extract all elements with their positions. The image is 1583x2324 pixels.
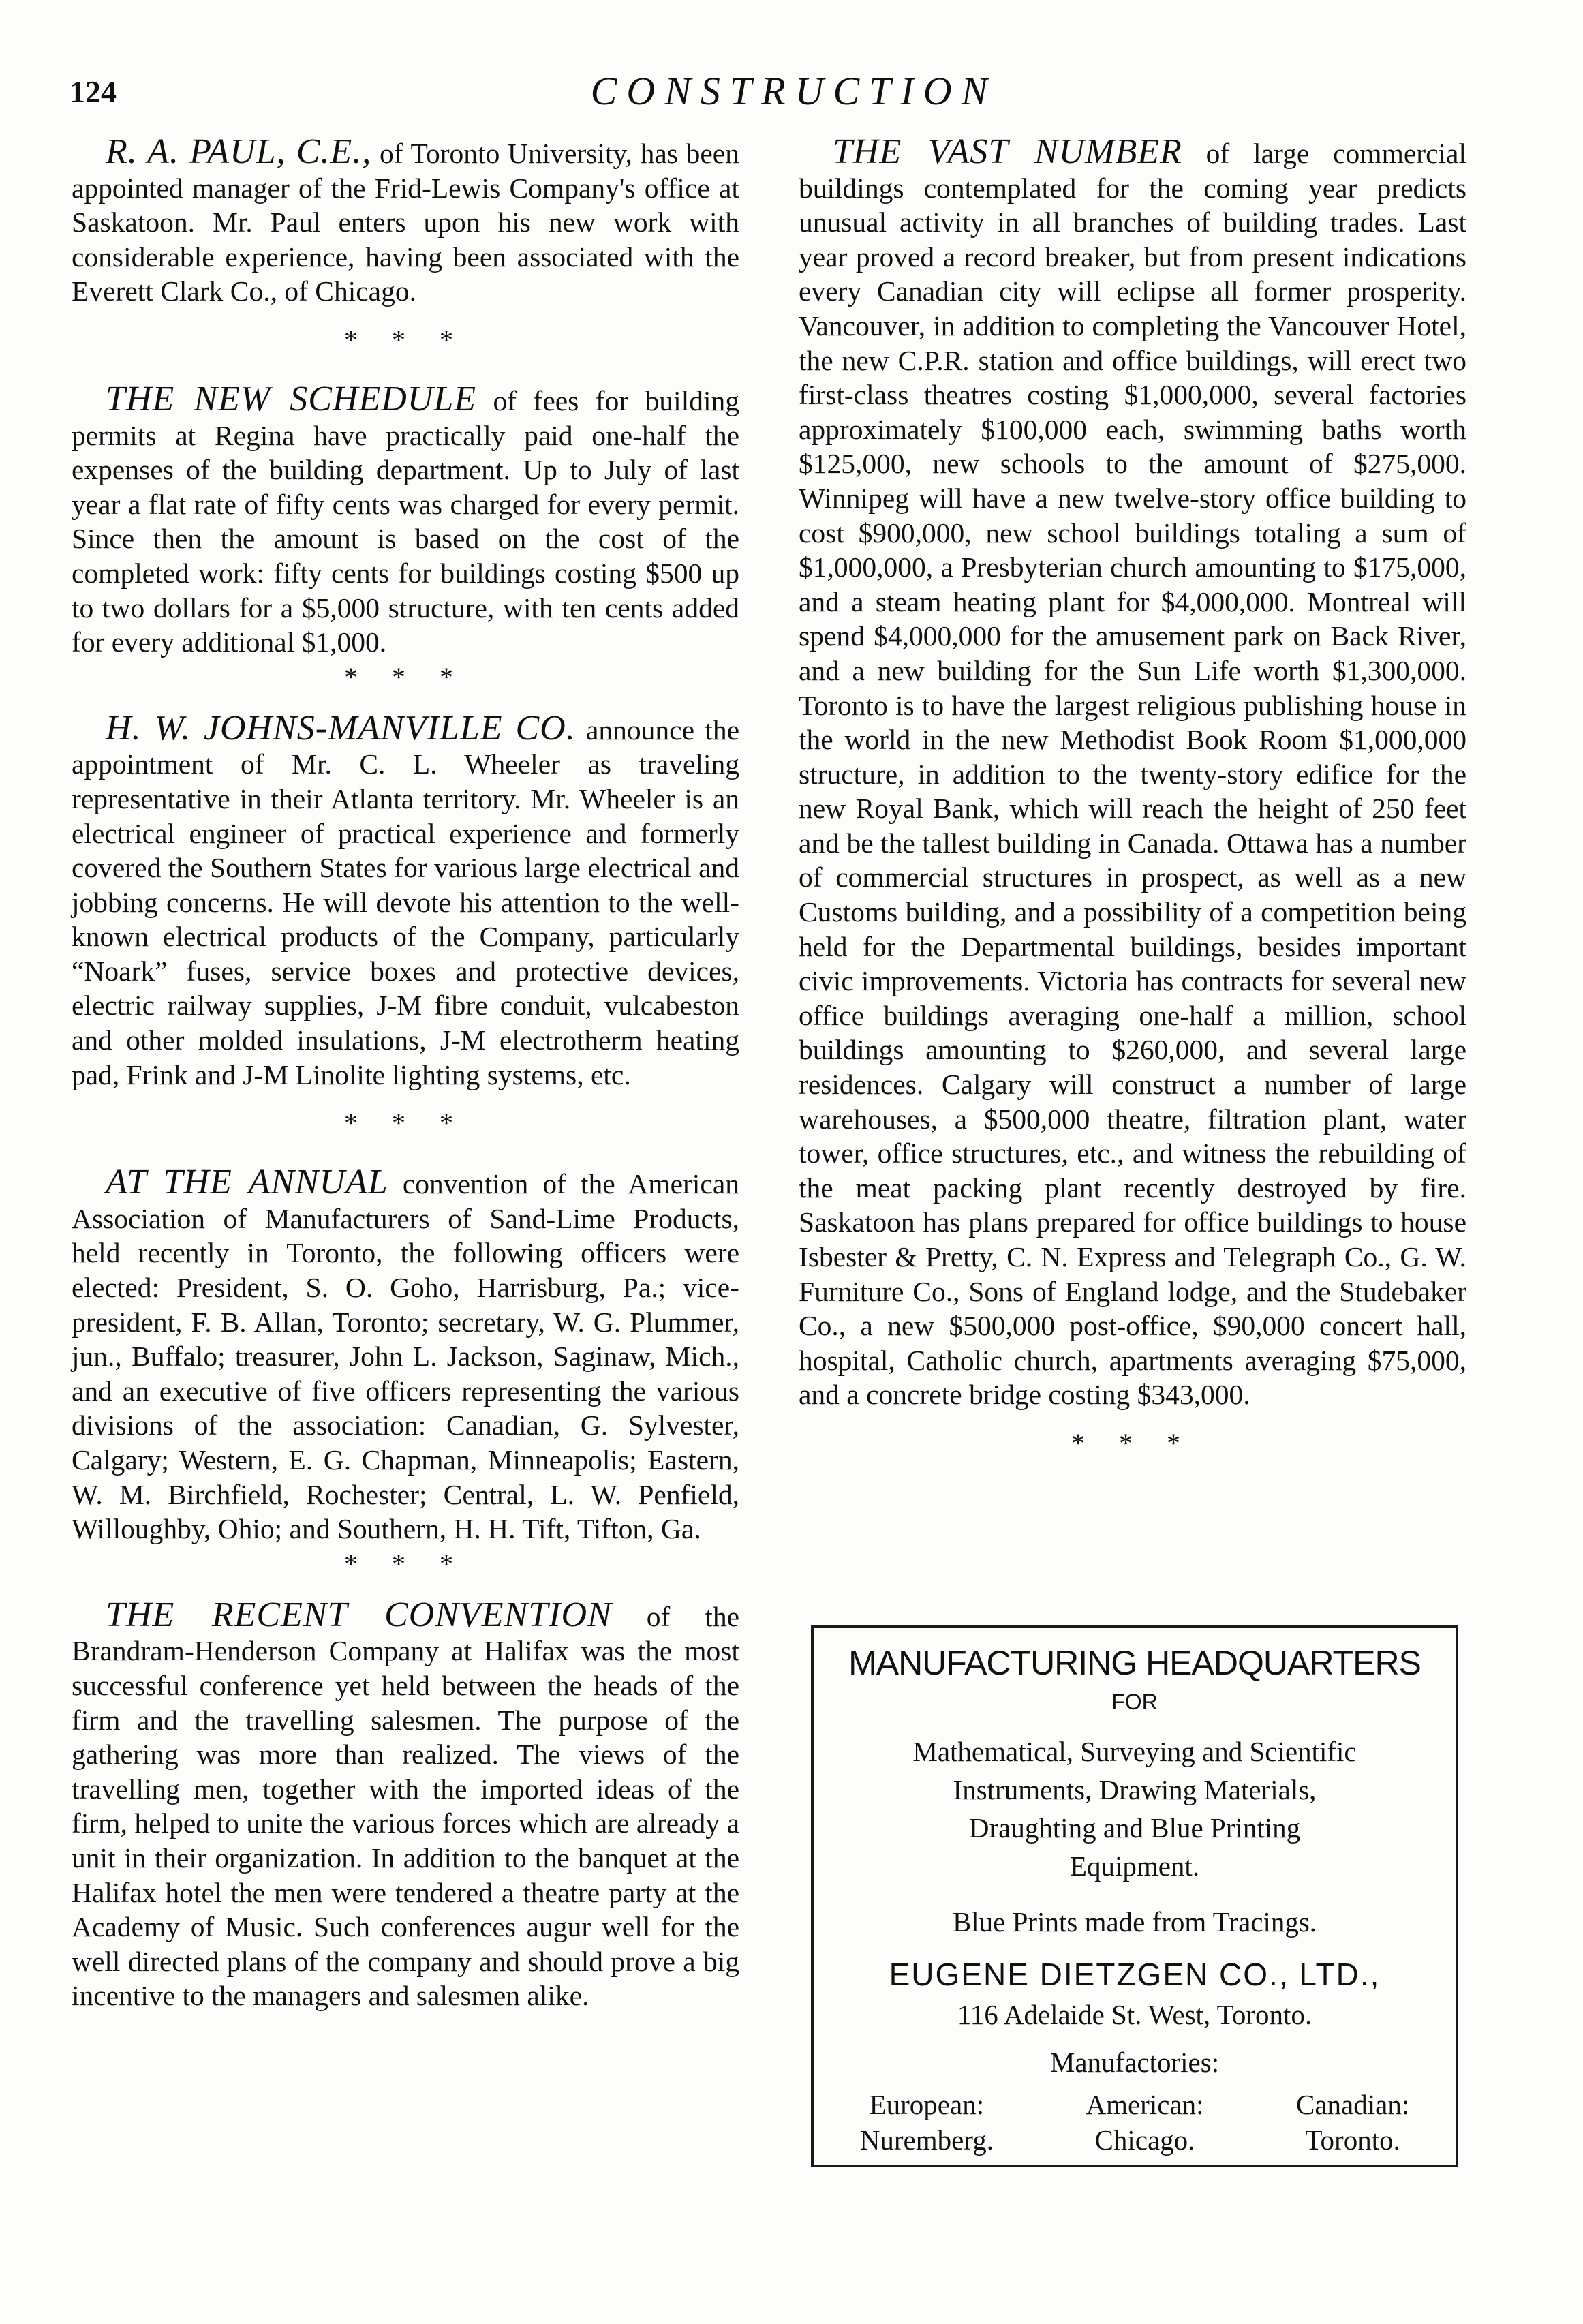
article-lead: THE NEW SCHEDULE bbox=[106, 379, 476, 418]
ad-tracings: Blue Prints made from Tracings. bbox=[952, 1906, 1317, 1938]
ad-description-line: Equipment. bbox=[1069, 1850, 1200, 1882]
ad-factories-label: Manufactories: bbox=[1049, 2047, 1220, 2078]
factory-canadian bbox=[1296, 2087, 1409, 2158]
ad-locations bbox=[814, 2087, 1456, 2158]
running-title: CONSTRUCTION bbox=[590, 69, 998, 113]
ad-for: FOR bbox=[1111, 1690, 1158, 1714]
article-lead: AT THE ANNUAL bbox=[106, 1163, 388, 1202]
article-new-schedule bbox=[72, 379, 740, 660]
factory-city: Toronto. bbox=[1305, 2124, 1400, 2156]
separator: * * * bbox=[344, 1107, 467, 1139]
article-body: announce the appointment of Mr. C. L. Wheeler as traveling representative in their Atlanta territory. Mr. Wheeler is an electrical engineer of practical experience and formerly covered the Southern States for various large electrical and jobbing concerns. He will devote his attention to the well-known electrical products of the Company, particularly “Noark” fuses, service boxes and protective devices, electric railway supplies, J-M fibre conduit, vulcabeston and other molded insulations, J-M electrotherm heating pad, Frink and J-M Linolite lighting systems, etc. bbox=[72, 714, 739, 1090]
separator: * * * bbox=[344, 324, 467, 355]
factory-city: Nuremberg. bbox=[859, 2124, 994, 2156]
article-body: of large commercial buildings contemplated for the coming year predicts unusual activity in all branches of building trades. Last year proved a record breaker, but from present indications every Canadian city will eclipse all former prosperity. Vancouver, in addition to completing the Vancouver Hotel, the new C.P.R. station and office buildings, will erect two first-class theatres costing $1,000,000, several factories approximately $100,000 each, swimming baths worth $125,000, new schools to the amount of $275,000. Winnipeg will have a new twelve-story office building to cost $900,000, new school buildings totaling a sum of $1,000,000, a Presbyterian church amounting to $175,000, and a steam heating plant for $4,000,000. Montreal will spend $4,000,000 for the amusement park on Back River, and a new building for the Sun Life worth $1,300,000. Toronto is to have the largest religious publishing house in the world in the new Methodist Book Room $1,000,000 structure, in addition to the twenty-story edifice for the new Royal Bank, which will reach the height of 250 feet and be the tallest building in Canada. Ottawa has a number of commercial structures in prospect, as well as a new Customs building, and a possibility of a competition being held for the Departmental buildings, besides important civic improvements. Victoria has contracts for several new office buildings averaging one-half a million, school buildings amounting to $260,000, and several large residences. Calgary will construct a number of large warehouses, a $500,000 theatre, filtration plant, water tower, office structures, etc., and witness the rebuilding of the meat packing plant recently destroyed by fire. Saskatoon has plans prepared for office buildings to house Isbester & Pretty, C. N. Express and Telegraph Co., G. W. Furniture Co., Sons of England lodge, and the Studebaker Co., a new $500,000 post-office, $90,000 concert hall, hospital, Catholic church, apartments averaging $75,000, and a concrete bridge costing $343,000. bbox=[799, 138, 1466, 1411]
article-lead: THE VAST NUMBER bbox=[833, 132, 1182, 171]
article-paul bbox=[72, 132, 739, 309]
factory-label: American: bbox=[1086, 2089, 1204, 2120]
left-column bbox=[72, 132, 740, 2013]
factory-label: Canadian: bbox=[1296, 2089, 1410, 2120]
right-column bbox=[799, 132, 1466, 1486]
ad-title: MANUFACTURING HEADQUARTERS bbox=[848, 1644, 1421, 1682]
ad-address: 116 Adelaide St. West, Toronto. bbox=[957, 1999, 1312, 2030]
separator: * * * bbox=[344, 661, 467, 692]
article-annual-convention bbox=[72, 1165, 739, 1546]
article-johns-manville bbox=[72, 708, 739, 1092]
article-body: of the Brandram-Henderson Company at Halifax was the most successful conference yet held between the heads of the firm and the travelling salesmen. The purpose of the gathering was more than realized. The views of the travelling men, together with the imported ideas of the firm, helped to unite the various forces which are already a unit in their organization. In addition to the banquet at the Halifax hotel the men were tendered a theatre party at the Academy of Music. Such conferences augur well for the well directed plans of the company and should prove a big incentive to the managers and salesmen alike. bbox=[72, 1600, 739, 2012]
separator: * * * bbox=[344, 1548, 467, 1579]
page-number: 124 bbox=[70, 74, 117, 109]
factory-label: European: bbox=[869, 2089, 985, 2120]
advertisement-box bbox=[811, 1625, 1458, 2167]
article-lead: THE RECENT CONVENTION bbox=[106, 1595, 612, 1634]
article-body: of Toronto University, has been appointed manager of the Frid-Lewis Company's office at Saskatoon. Mr. Paul enters upon his new work with considerable experience, having been associated with the Everett Clark Co., of Chicago. bbox=[72, 138, 739, 307]
ad-company: EUGENE DIETZGEN CO., LTD., bbox=[889, 1957, 1381, 1992]
ad-description-line: Draughting and Blue Printing bbox=[968, 1812, 1301, 1844]
factory-european bbox=[860, 2087, 994, 2158]
ad-description-line: Mathematical, Surveying and Scientific bbox=[912, 1736, 1357, 1767]
article-lead: H. W. JOHNS-MANVILLE CO. bbox=[106, 708, 576, 748]
article-body: of fees for building permits at Regina have practically paid one-half the expenses of the building department. Up to July of last year a flat rate of fifty cents was charged for every permit. Since then the amount is based on the cost of the completed work: fifty cents for buildings costing $500 up to two dollars for a $5,000 structure, with ten cents added for every additional $1,000. bbox=[72, 384, 740, 658]
ad-description-line: Instruments, Drawing Materials, bbox=[953, 1774, 1317, 1805]
article-recent-convention bbox=[72, 1595, 739, 2013]
factory-city: Chicago. bbox=[1094, 2124, 1195, 2156]
article-body: convention of the American Association of Manufacturers of Sand-Lime Products, held recently in Toronto, the following officers were elected: President, S. O. Goho, Harrisburg, Pa.; vice-president, F. B. Allan, Toronto; secretary, W. G. Plummer, jun., Buffalo; treasurer, John L. Jackson, Saginaw, Mich., and an executive of five officers representing the various divisions of the association: Canadian, G. Sylvester, Calgary; Western, E. G. Chapman, Minneapolis; Eastern, W. M. Birchfield, Rochester; Central, L. W. Penfield, Willoughby, Ohio; and Southern, H. H. Tift, Tifton, Ga. bbox=[72, 1168, 739, 1545]
article-lead: R. A. PAUL, C.E., bbox=[106, 132, 372, 171]
article-vast-number bbox=[799, 132, 1466, 1412]
page-header bbox=[61, 68, 1526, 123]
ad-description bbox=[814, 1732, 1456, 1885]
separator: * * * bbox=[1071, 1427, 1194, 1458]
factory-american bbox=[1086, 2087, 1203, 2158]
